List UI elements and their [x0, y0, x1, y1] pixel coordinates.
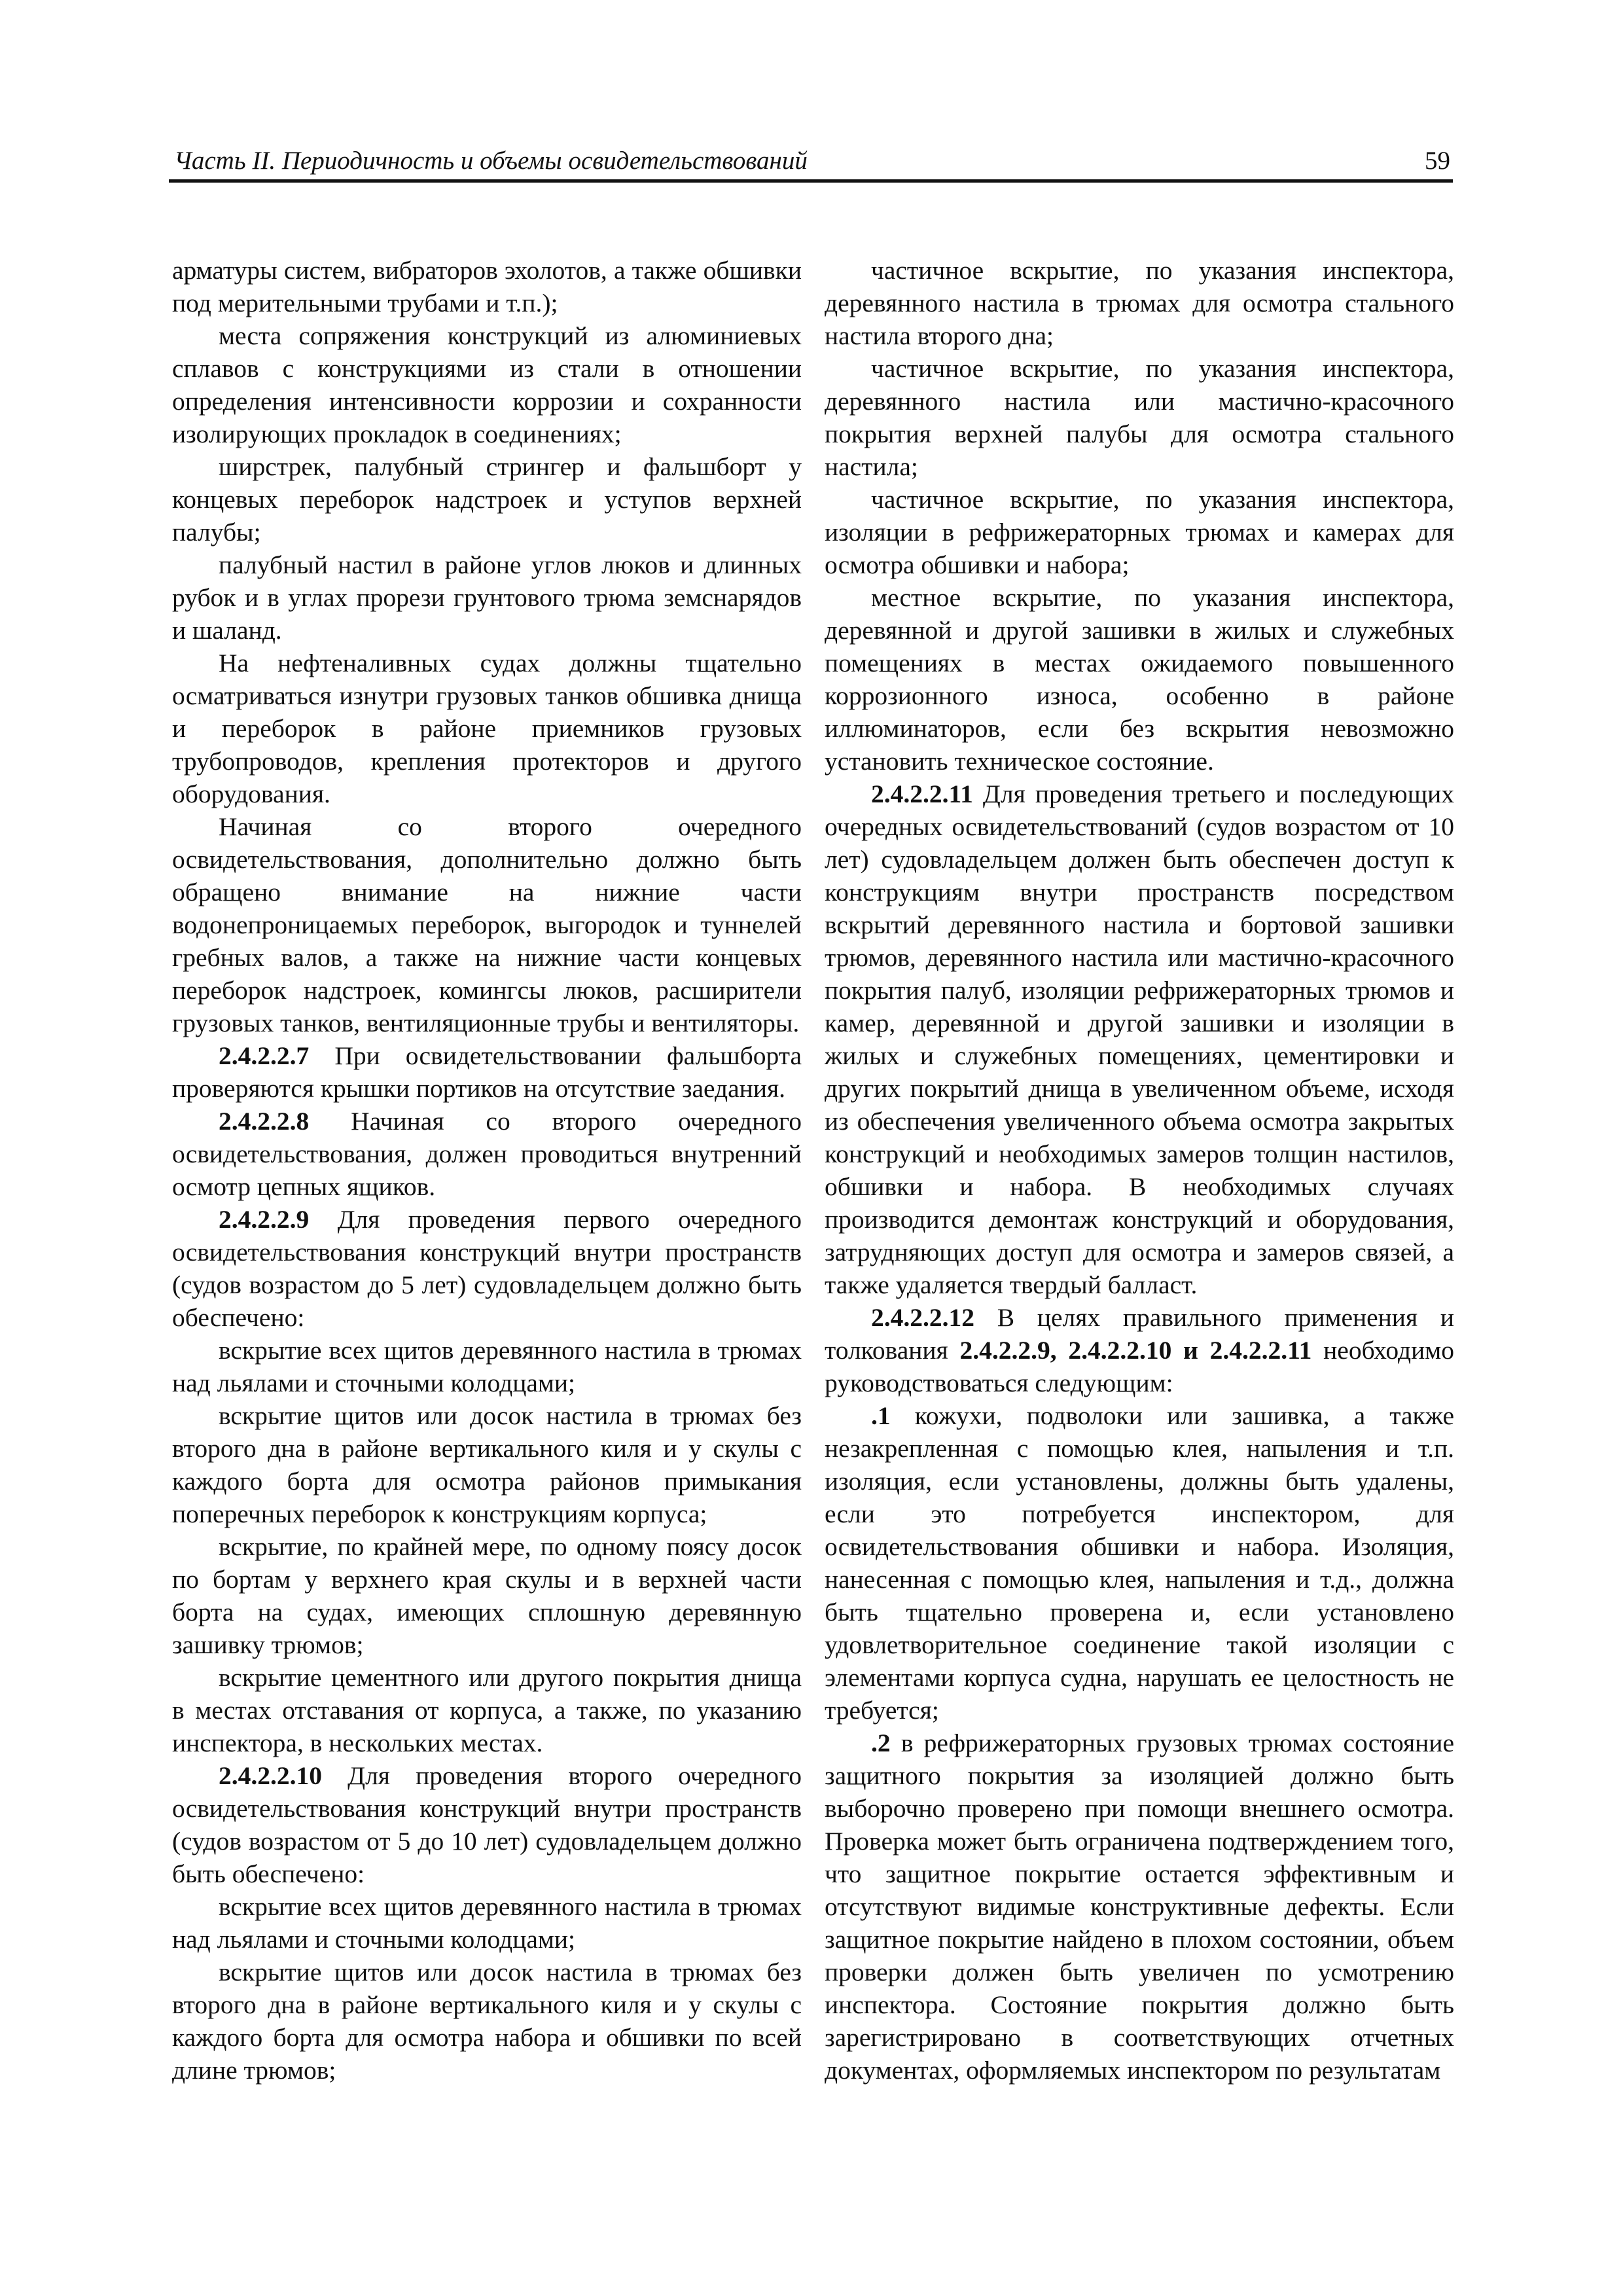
clause-text: необходимо руководствоваться следующим:: [825, 1336, 1455, 1397]
clause-text: Для проведения третьего и последующих очередных освидетельствований (судов возрастом от 10 лет) судовладельцем должен быть обеспечен доступ к конструкциям внутри пространств посредством вскрытий деревянного настила и бортовой зашивки трюмов, деревянного настила или мастично-красочного покрытия палуб, изоляции рефрижераторных трюмов и камер, деревянной и другой зашивки и изоляции в жилых и служебных помещениях, цементировки и других покрытий днища в увеличенном объеме, исходя из обеспечения увеличенного объема осмотра закрытых конструкций и необходимых замеров толщин настилов, обшивки и набора. В необходимых случаях производится демонтаж конструкций и оборудования, затрудняющих доступ для осмотра и замеров связей, а также удаляется твердый балласт.: [825, 780, 1454, 1299]
item-text: кожухи, подволоки или зашивка, а также незакрепленная с помощью клея, напыления и т.п. изоляция, если установлены, должны быть удалены, если это потребуется инспектором, для освидетельствования обшивки и набора. Изоляция, нанесенная с помощью клея, напыления и т.д., должна быть тщательно проверена и, если установлено удовлетворительное соединение такой изоляции с элементами корпуса судна, нарушать ее целостность не требуется;: [825, 1401, 1454, 1725]
clause-text: Для проведения второго очередного освидетельствования конструкций внутри пространств (судов возрастом от 5 до 10 лет) судовладельцем должно быть обеспечено:: [172, 1761, 802, 1888]
paragraph: На нефтеналивных судах должны тщательно осматриваться изнутри грузовых танков обшивка днища и переборок в районе приемников грузовых трубопроводов, крепления протекторов и другого оборудования.: [172, 649, 802, 808]
paragraph: арматуры систем, вибраторов эхолотов, а также обшивки под мерительными трубами и т.п.);: [172, 256, 802, 317]
paragraph: местное вскрытие, по указания инспектора, деревянной и другой зашивки в жилых и служебных помещениях в местах ожидаемого повышенного коррозионного износа, особенно в районе иллюминаторов, если без вскрытия невозможно установить техническое состояние.: [825, 583, 1454, 776]
paragraph: вскрытие всех щитов деревянного настила в трюмах над льялами и сточными колодцами;: [172, 1336, 802, 1397]
clause-number: 2.4.2.2.11: [871, 780, 973, 808]
paragraph: [825, 1301, 1454, 1399]
paragraph: вскрытие, по крайней мере, по одному поясу досок по бортам у верхнего края скулы и в верхней части борта на судах, имеющих сплошную деревянную зашивку трюмов;: [172, 1532, 802, 1659]
paragraph: вскрытие щитов или досок настила в трюмах без второго дна в районе вертикального киля и у скулы с каждого борта для осмотра набора и обшивки по всей длине трюмов;: [172, 1958, 802, 2085]
clause-number: 2.4.2.2.7: [219, 1041, 310, 1070]
paragraph: ширстрек, палубный стрингер и фальшборт у концевых переборок надстроек и уступов верхней палубы;: [172, 452, 802, 547]
paragraph: частичное вскрытие, по указания инспектора, деревянного настила или мастично-красочного покрытия верхней палубы для осмотра стального настила;: [825, 354, 1454, 481]
clause-text: Начиная со второго очередного освидетельствования, должен проводиться внутренний осмотр цепных ящиков.: [172, 1107, 802, 1201]
clause-number: 2.4.2.2.12: [871, 1303, 974, 1332]
paragraph: вскрытие щитов или досок настила в трюмах без второго дна в районе вертикального киля и у скулы с каждого борта для осмотра районов примыкания поперечных переборок к конструкциям корпуса;: [172, 1401, 802, 1528]
paragraph: вскрытие всех щитов деревянного настила в трюмах над льялами и сточными колодцами;: [172, 1892, 802, 1954]
clause-number: 2.4.2.2.10: [219, 1761, 322, 1790]
paragraph: частичное вскрытие, по указания инспектора, изоляции в рефрижераторных трюмах и камерах для осмотра обшивки и набора;: [825, 485, 1454, 579]
clause-number: 2.4.2.2.8: [219, 1107, 310, 1136]
right-column: [825, 254, 1454, 2087]
paragraph: Начиная со второго очередного освидетельствования, дополнительно должно быть обращено внимание на нижние части водонепроницаемых переборок, выгородок и туннелей гребных валов, а также на нижние части концевых переборок надстроек, комингсы люков, расширители грузовых танков, вентиляционные трубы и вентиляторы.: [172, 812, 802, 1037]
paragraph: [825, 778, 1454, 1301]
item-number: .1: [871, 1401, 891, 1430]
paragraph: [172, 1039, 802, 1105]
running-header-title: Часть II. Периодичность и объемы освидетельствований: [174, 147, 808, 175]
clause-text: При освидетельствовании фальшборта проверяются крышки портиков на отсутствие заедания.: [172, 1041, 802, 1103]
clause-text: В целях правильного применения и толкования: [825, 1303, 1454, 1365]
paragraph: [172, 1105, 802, 1203]
clause-text: Для проведения первого очередного освидетельствования конструкций внутри пространств (судов возрастом до 5 лет) судовладельцем должно быть обеспечено:: [172, 1205, 802, 1332]
paragraph: [825, 1727, 1454, 2087]
paragraph: места сопряжения конструкций из алюминиевых сплавов с конструкциями из стали в отношении определения интенсивности коррозии и сохранности изолирующих прокладок в соединениях;: [172, 321, 802, 448]
clause-number: 2.4.2.2.9: [219, 1205, 310, 1234]
paragraph: [825, 1399, 1454, 1727]
paragraph: вскрытие цементного или другого покрытия днища в местах отставания от корпуса, а также, по указанию инспектора, в нескольких местах.: [172, 1663, 802, 1757]
left-column: [172, 254, 802, 2087]
paragraph: [172, 1203, 802, 1334]
paragraph: палубный настил в районе углов люков и длинных рубок и в углах прорези грунтового трюма земснарядов и шаланд.: [172, 550, 802, 645]
paragraph: частичное вскрытие, по указания инспектора, деревянного настила в трюмах для осмотра стального настила второго дна;: [825, 256, 1454, 350]
running-header: [169, 143, 1453, 183]
clause-reference: 2.4.2.2.9, 2.4.2.2.10 и 2.4.2.2.11: [959, 1336, 1312, 1365]
page-number: 59: [1425, 147, 1450, 175]
item-text: в рефрижераторных грузовых трюмах состояние защитного покрытия за изоляцией должно быть выборочно проверено при помощи внешнего осмотра. Проверка может быть ограничена подтверждением того, что защитное покрытие остается эффективным и отсутствуют видимые конструктивные дефекты. Если защитное покрытие найдено в плохом состоянии, объем проверки должен быть увеличен по усмотрению инспектора. Состояние покрытия должно быть зарегистрировано в соответствующих отчетных документах, оформляемых инспектором по результатам: [825, 1729, 1454, 2085]
item-number: .2: [871, 1729, 891, 1757]
paragraph: [172, 1759, 802, 1890]
